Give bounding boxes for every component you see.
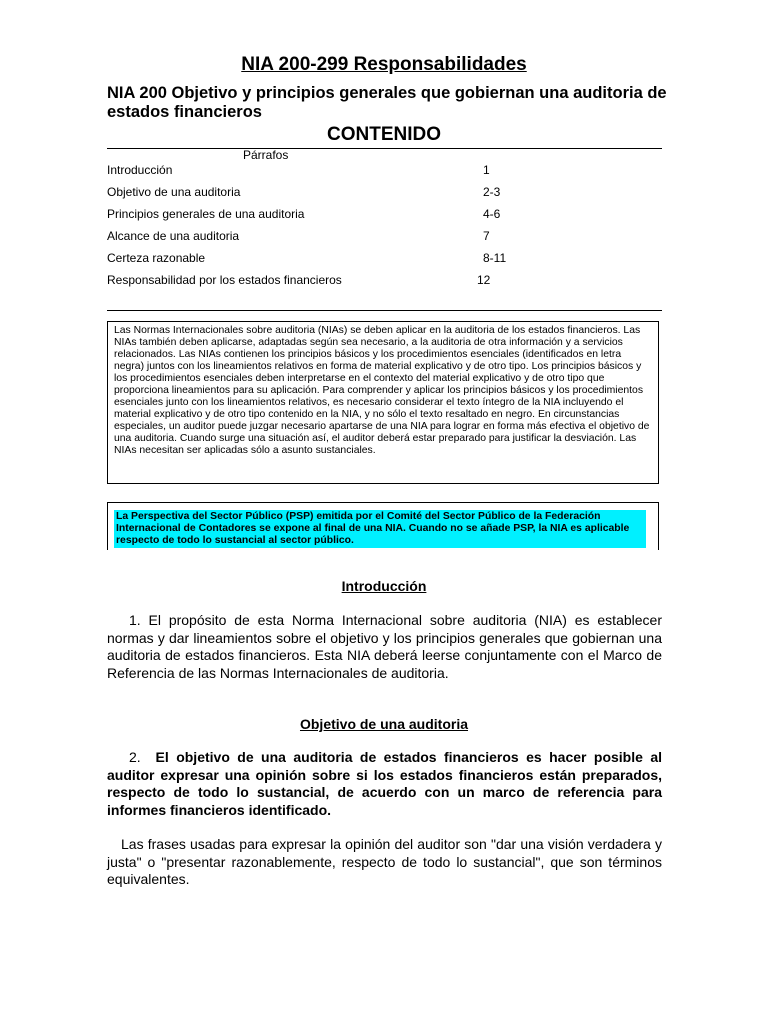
toc-label: Introducción [107, 163, 173, 177]
psp-highlight-text: La Perspectiva del Sector Público (PSP) emitida por el Comité del Sector Público de la Federación Internacional de Contadores se expone al final de una NIA. Cuando no se añade PSP, la NIA es aplicable respecto de todo lo sustancial al sector público. [114, 510, 646, 548]
toc-label: Certeza razonable [107, 251, 206, 265]
toc-paragraph-number: 8-11 [483, 251, 507, 265]
contents-top-rule [107, 148, 662, 149]
phrases-paragraph [107, 836, 662, 889]
paragraphs-header: Párrafos [243, 148, 289, 162]
notice-box [107, 321, 659, 484]
toc-label: Principios generales de una auditoria [107, 207, 305, 221]
toc-row [107, 207, 662, 225]
toc-row [107, 273, 662, 291]
page-title: NIA 200-299 Responsabilidades [241, 54, 527, 75]
psp-box [107, 502, 659, 550]
contents-title: CONTENIDO [327, 124, 441, 145]
toc-paragraph-number: 2-3 [483, 185, 501, 199]
section-title-introduccion: Introducción [341, 578, 427, 594]
toc-row [107, 185, 662, 203]
toc-row [107, 251, 662, 269]
phrases-paragraph-text: Las frases usadas para expresar la opinión del auditor son "dar una visión verdadera y justa" o "presentar razonablemente, respecto de todo lo sustancial", que son términos equivalentes. [107, 836, 662, 887]
intro-paragraph [107, 612, 662, 682]
toc-paragraph-number: 1 [483, 163, 490, 177]
toc-label: Responsabilidad por los estados financieros [107, 273, 342, 287]
document-heading: NIA 200 Objetivo y principios generales que gobiernan una auditoria de estados financieros [107, 84, 667, 121]
notice-box-text: Las Normas Internacionales sobre auditoria (NIAs) se deben aplicar en la auditoria de los estados financieros. Las NIAs también deben aplicarse, adaptadas según sea necesario, a la auditoria de otra información y a servicios relacionados. Las NIAs contienen los principios básicos y los procedimientos esenciales (identificados en letra negra) juntos con los lineamientos relativos en forma de material explicativo y de otro tipo. Los principios básicos y los procedimientos esenciales deben interpretarse en el contexto del material explicativo y de otro tipo que proporciona lineamientos para su aplicación. Para comprender y aplicar los principios básicos y los procedimientos esenciales junto con los lineamientos relativos, es necesario considerar el texto íntegro de la NIA incluyendo el material explicativo y de otro tipo contenido en la NIA, y no sólo el texto resaltado en negro. En circunstancias especiales, un auditor puede juzgar necesario apartarse de una NIA para lograr en forma más efectiva el objetivo de una auditoria. Cuando surge una situación así, el auditor deberá estar preparado para justificar la desviación. Las NIAs necesitan ser aplicadas sólo a asunto sustanciales. [114, 325, 650, 456]
section-title-objetivo: Objetivo de una auditoria [299, 716, 469, 732]
toc-paragraph-number: 4-6 [483, 207, 501, 221]
intro-paragraph-text: 1. El propósito de esta Norma Internacional sobre auditoria (NIA) es establecer normas y dar lineamientos sobre el objetivo y los principios generales que gobiernan una auditoria de estados financieros. Esta NIA deberá leerse conjuntamente con el Marco de Referencia de las Normas Internacionales de auditoria. [107, 612, 662, 681]
toc-row [107, 163, 662, 181]
objective-paragraph-number: 2. [129, 749, 141, 765]
toc-label: Objetivo de una auditoria [107, 185, 241, 199]
toc-label: Alcance de una auditoria [107, 229, 240, 243]
toc-row [107, 229, 662, 247]
toc-paragraph-number: 12 [477, 273, 491, 287]
contents-bottom-rule [107, 310, 662, 311]
objective-paragraph-text: El objetivo de una auditoria de estados financieros es hacer posible al auditor expresar una opinión sobre si los estados financieros están preparados, respecto de todo lo sustancial, de acuerdo con un marco de referencia para informes financieros identificado. [107, 749, 663, 818]
objective-paragraph [107, 749, 662, 819]
toc-paragraph-number: 7 [483, 229, 490, 243]
